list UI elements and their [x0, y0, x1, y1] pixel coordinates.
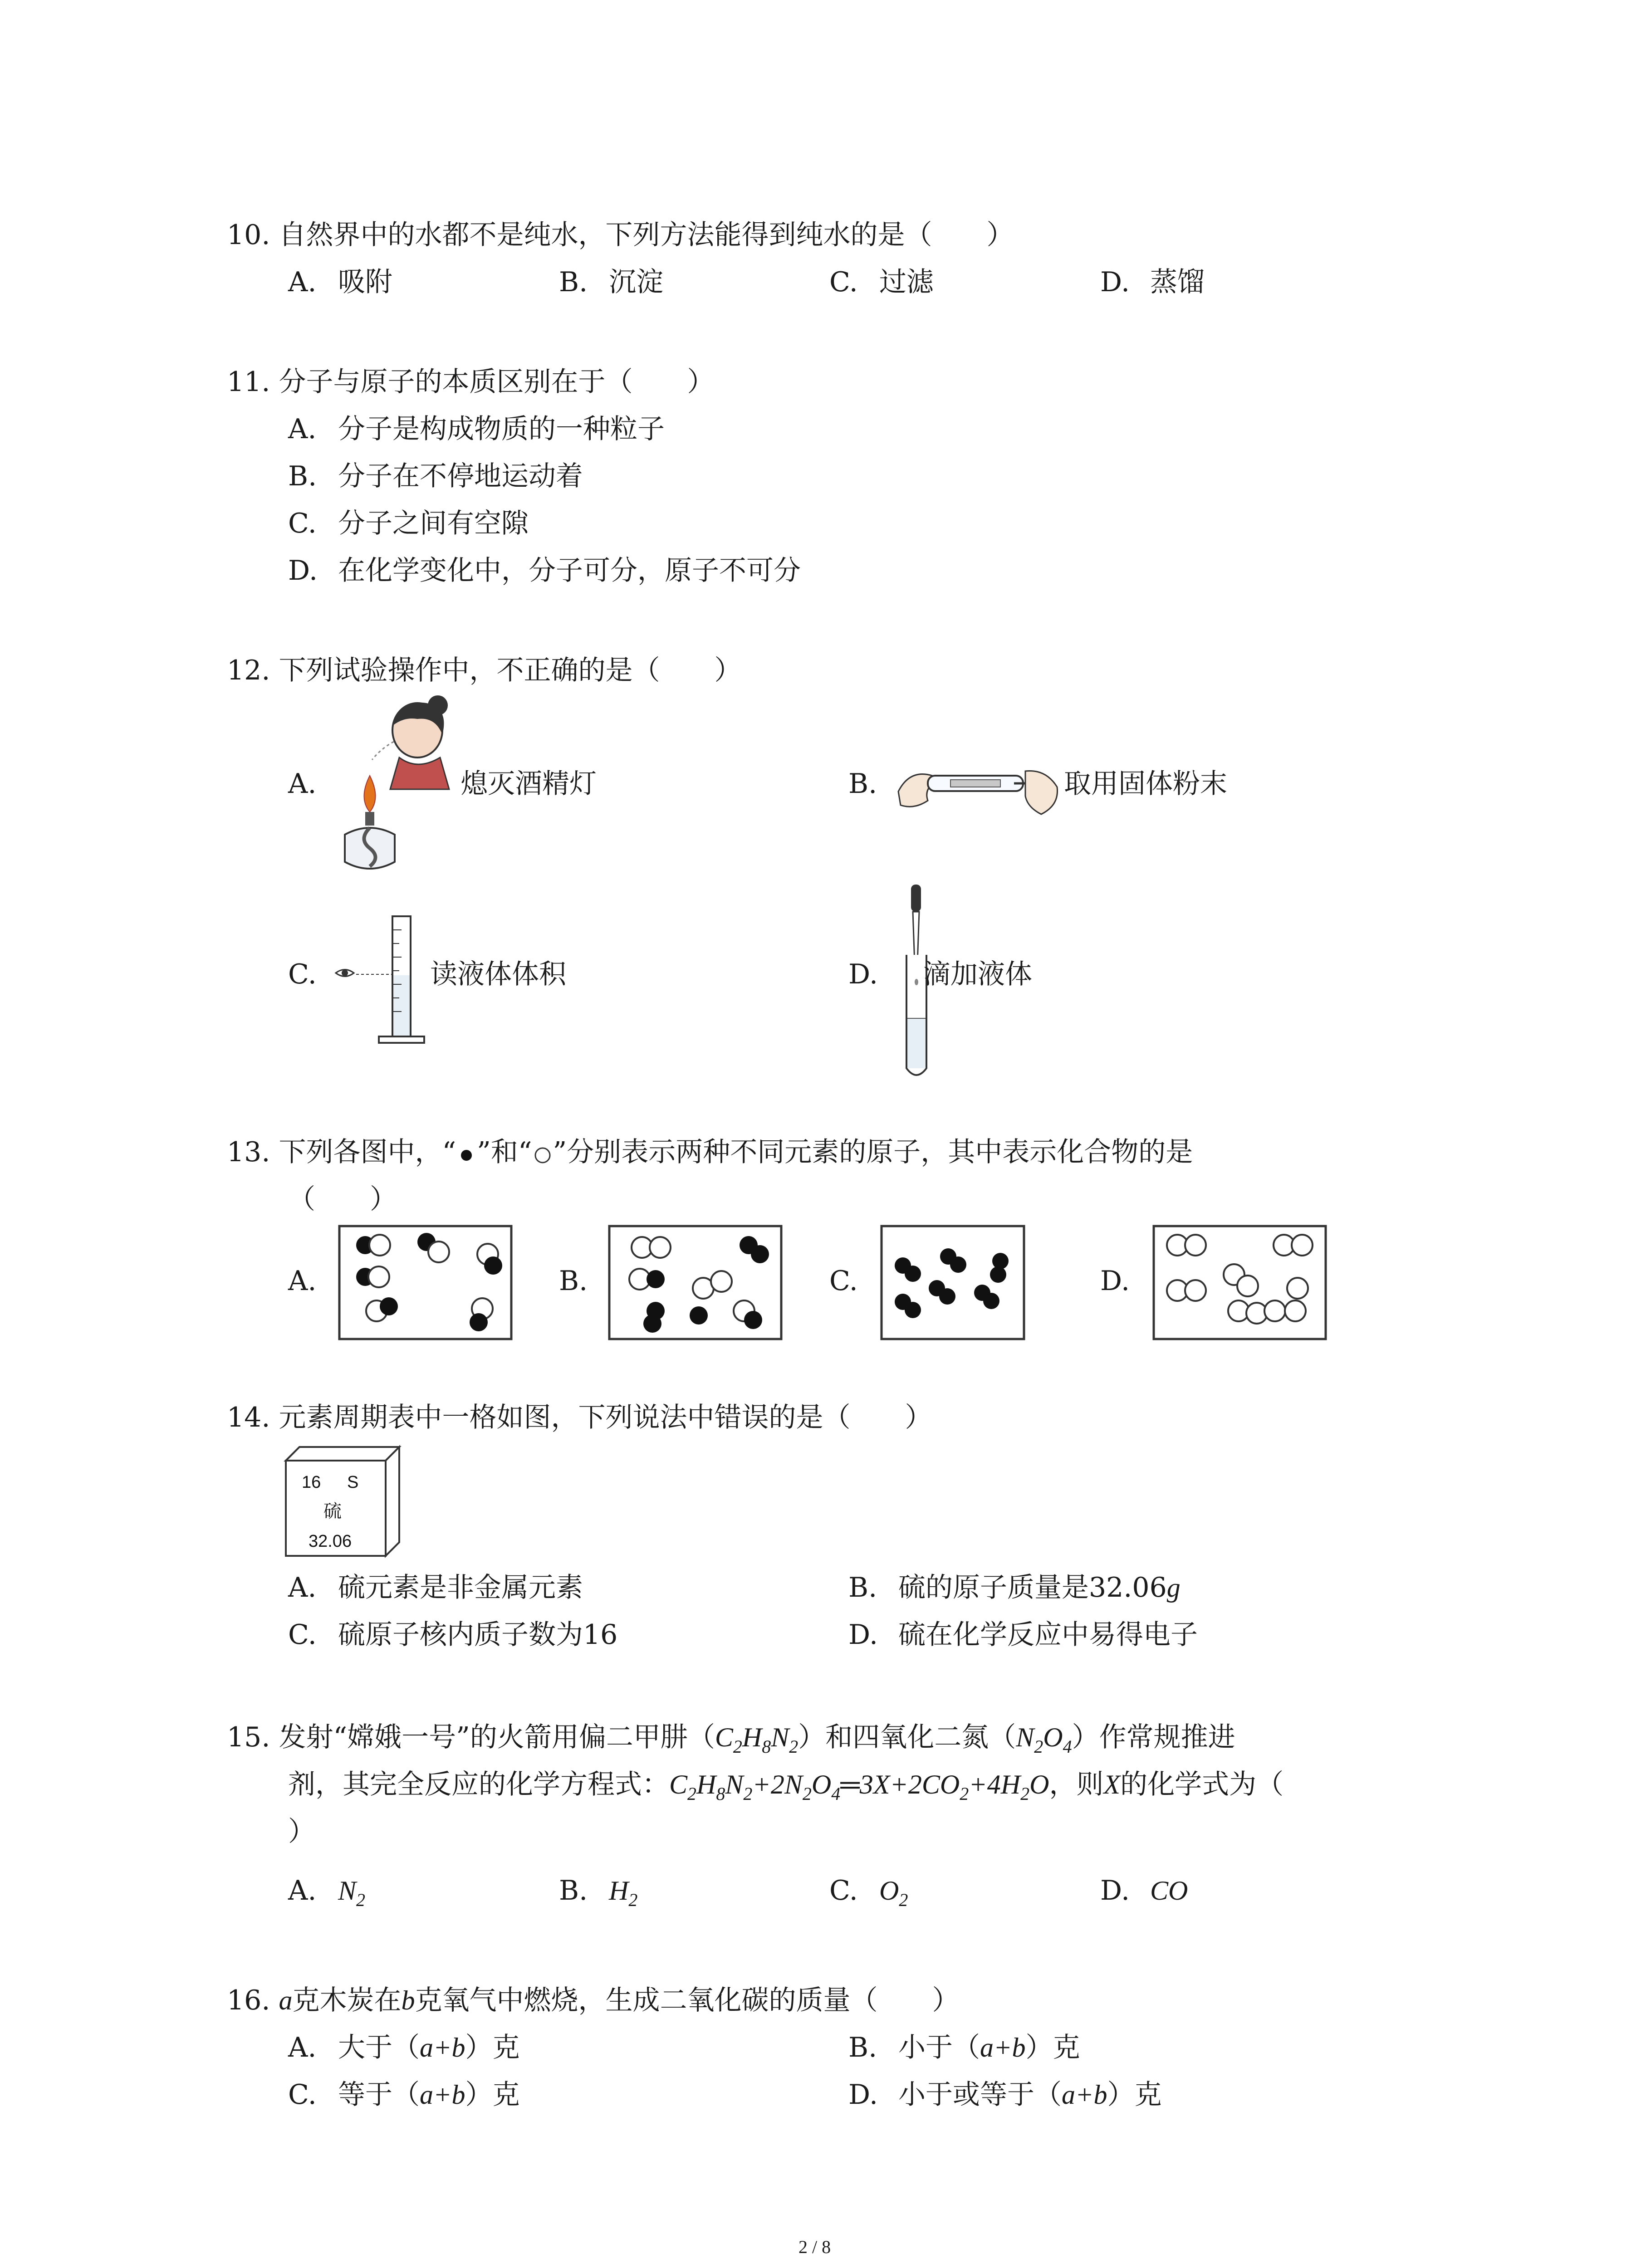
q13-diagram-c	[880, 1225, 1025, 1340]
q16-option-d: D. 小于或等于（a+b）克	[848, 2079, 1162, 2111]
q16-option-c: C. 等于（a+b）克	[288, 2079, 520, 2111]
q13-option-a-letter: A.	[288, 1265, 317, 1297]
q16-option-a: A. 大于（a+b）克	[288, 2032, 520, 2063]
q11-option-b: B. 分子在不停地运动着	[288, 460, 583, 492]
q15-option-a: A. $N_2$	[288, 1875, 366, 1910]
q13-option-b-letter: B.	[559, 1265, 588, 1297]
q16-option-b: B. 小于（a+b）克	[848, 2032, 1080, 2063]
q13-option-c-letter: C.	[829, 1265, 858, 1297]
element-symbol: S	[347, 1473, 359, 1492]
q15-stem-line3: ）	[288, 1816, 315, 1848]
q15-stem-line2: 剂，其完全反应的化学方程式：$C_2H_8N_2+2N_2O_4═3X+2CO_2+4H_2O$，则X的化学式为（	[288, 1769, 1284, 1804]
alcohol-lamp-blowing-illustration	[327, 699, 463, 889]
periodic-table-cell	[284, 1445, 402, 1558]
powder-trough-illustration	[896, 751, 1064, 823]
q12-option-a-letter: A.	[288, 768, 317, 800]
q14-stem: 14. 元素周期表中一格如图，下列说法中错误的是（ ）	[227, 1402, 932, 1433]
element-atomic-mass: 32.06	[309, 1532, 352, 1551]
q11-option-d: D. 在化学变化中，分子可分，原子不可分	[288, 555, 801, 587]
q15-option-c: C. $O_2$	[829, 1875, 908, 1910]
q14-option-c: C. 硫原子核内质子数为16	[288, 1619, 618, 1651]
chemical-equation: $C_2H_8N_2+2N_2O_4═3X+2CO_2+4H_2O$	[669, 1769, 1049, 1804]
q12-option-d-label: 滴加液体	[923, 958, 1032, 990]
hollow-atom-icon	[532, 1144, 553, 1164]
graduated-cylinder-illustration	[333, 912, 424, 1048]
q11-stem: 11. 分子与原子的本质区别在于（ ）	[227, 366, 715, 398]
q13-diagram-b	[608, 1225, 783, 1340]
q10-option-b: B. 沉淀	[559, 266, 663, 298]
q12-option-c-letter: C.	[288, 958, 317, 990]
q16-stem: 16. a克木炭在b克氧气中燃烧，生成二氧化碳的质量（ ）	[227, 1984, 960, 2016]
q13-diagram-d	[1152, 1225, 1327, 1340]
q14-option-d: D. 硫在化学反应中易得电子	[848, 1619, 1198, 1651]
q10-option-c: C. 过滤	[829, 266, 934, 298]
q10-stem: 10. 自然界中的水都不是纯水，下列方法能得到纯水的是（ ）	[227, 219, 1014, 251]
q12-option-b-letter: B.	[848, 768, 877, 800]
q10-option-d: D. 蒸馏	[1100, 266, 1205, 298]
q10-option-a: A. 吸附	[288, 266, 392, 298]
filled-atom-icon	[456, 1144, 477, 1164]
q15-option-d: D. CO	[1100, 1875, 1188, 1906]
q12-option-b-label: 取用固体粉末	[1064, 768, 1227, 800]
page-number: 2 / 8	[798, 2237, 831, 2257]
q11-option-c: C. 分子之间有空隙	[288, 508, 529, 539]
q12-option-c-label: 读液体体积	[430, 958, 566, 990]
q15-stem-line1: 15. 发射“嫦娥一号”的火箭用偏二甲肼$(C_2H_8N_2)$和四氧化二氮$(N_2O_4)$作常规推进	[227, 1721, 1235, 1757]
q13-stem: 13. 下列各图中，“ ”和“ ”分别表示两种不同元素的原子，其中表示化合物的是	[227, 1136, 1193, 1168]
q13-diagram-a	[338, 1225, 513, 1340]
q14-option-b: B. 硫的原子质量是32.06g	[848, 1572, 1181, 1603]
q13-option-d-letter: D.	[1100, 1265, 1130, 1297]
element-name: 硫	[323, 1501, 342, 1522]
q11-option-a: A. 分子是构成物质的一种粒子	[288, 413, 665, 445]
q13-stem-line2: （ ）	[288, 1183, 397, 1215]
q15-option-b: B. $H_2$	[559, 1875, 638, 1910]
q12-option-a-label: 熄灭酒精灯	[460, 768, 597, 800]
element-atomic-number: 16	[302, 1473, 321, 1492]
q12-option-d-letter: D.	[848, 958, 878, 990]
q14-option-a: A. 硫元素是非金属元素	[288, 1572, 583, 1603]
q12-stem: 12. 下列试验操作中，不正确的是（ ）	[227, 655, 742, 686]
